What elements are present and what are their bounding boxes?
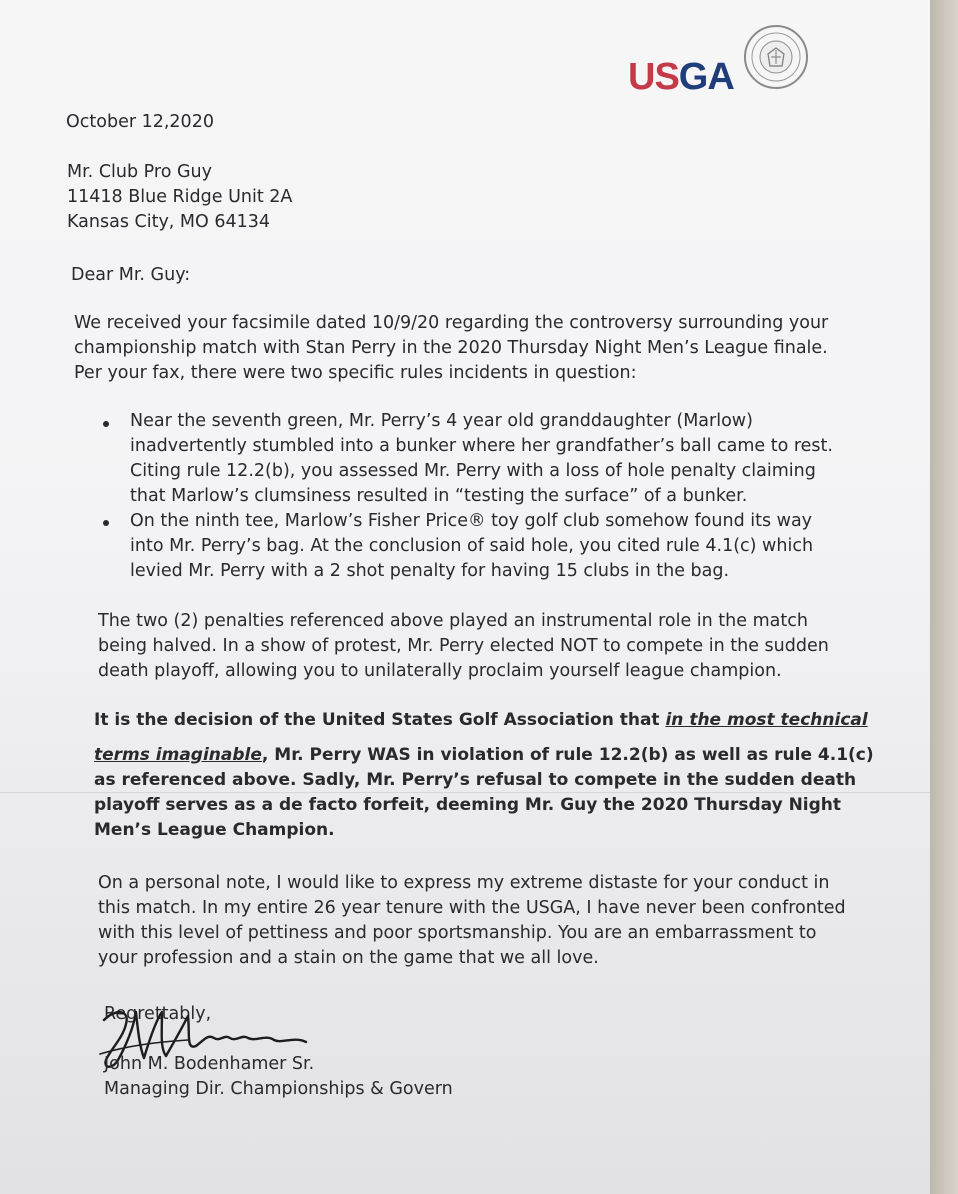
bullet-dot (103, 421, 109, 427)
recipient-street: 11418 Blue Ridge Unit 2A (67, 187, 293, 207)
decision-line: It is the decision of the United States Golf Association that in the most technical (94, 710, 868, 730)
bullet-1-line: Near the seventh green, Mr. Perry’s 4 year old granddaughter (Marlow) (130, 411, 753, 431)
background-edge (930, 0, 958, 1194)
personal-note-line: this match. In my entire 26 year tenure with the USGA, I have never been confronted (98, 898, 846, 918)
decision-line: playoff serves as a de facto forfeit, deeming Mr. Guy the 2020 Thursday Night (94, 795, 842, 815)
intro-line: championship match with Stan Perry in the 2020 Thursday Night Men’s League finale. (74, 338, 828, 358)
signer-title: Managing Dir. Championships & Govern (104, 1079, 453, 1099)
bullet-2-line: into Mr. Perry’s bag. At the conclusion of said hole, you cited rule 4.1(c) which (130, 536, 814, 556)
signer-name: John M. Bodenhamer Sr. (104, 1054, 315, 1074)
penalties-line: being halved. In a show of protest, Mr. Perry elected NOT to compete in the sudden (98, 636, 829, 656)
bullet-1-line: inadvertently stumbled into a bunker where her grandfather’s ball came to rest. (130, 436, 833, 456)
usga-wordmark: USGA (628, 56, 734, 98)
bullet-1-line: that Marlow’s clumsiness resulted in “testing the surface” of a bunker. (130, 486, 748, 506)
bullet-2-line: On the ninth tee, Marlow’s Fisher Price® toy golf club somehow found its way (130, 511, 813, 531)
decision-line: as referenced above. Sadly, Mr. Perry’s refusal to compete in the sudden death (94, 770, 857, 790)
usga-seal-icon (743, 24, 809, 90)
recipient-name: Mr. Club Pro Guy (67, 162, 212, 182)
decision-line: terms imaginable, Mr. Perry WAS in violation of rule 12.2(b) as well as rule 4.1(c) (94, 745, 874, 765)
emphasis-text: in the most technical (665, 710, 868, 730)
personal-note-line: with this level of pettiness and poor sportsmanship. You are an embarrassment to (98, 923, 817, 943)
closing: Regrettably, (104, 1004, 212, 1024)
decision-line: Men’s League Champion. (94, 820, 335, 840)
salutation: Dear Mr. Guy: (71, 265, 191, 285)
recipient-city: Kansas City, MO 64134 (67, 212, 271, 232)
bullet-2-line: levied Mr. Perry with a 2 shot penalty for having 15 clubs in the bag. (130, 561, 730, 581)
intro-line: We received your facsimile dated 10/9/20 regarding the controversy surrounding your (74, 313, 829, 333)
usga-logo (628, 50, 813, 110)
intro-line: Per your fax, there were two specific rules incidents in question: (74, 363, 637, 383)
bullet-1-line: Citing rule 12.2(b), you assessed Mr. Perry with a loss of hole penalty claiming (130, 461, 816, 481)
penalties-line: The two (2) penalties referenced above played an instrumental role in the match (98, 611, 808, 631)
personal-note-line: your profession and a stain on the game that we all love. (98, 948, 599, 968)
personal-note-line: On a personal note, I would like to express my extreme distaste for your conduct in (98, 873, 830, 893)
letter-date: October 12,2020 (66, 112, 214, 132)
emphasis-text: terms imaginable (94, 745, 262, 765)
bullet-dot (103, 520, 109, 526)
penalties-line: death playoff, allowing you to unilaterally proclaim yourself league champion. (98, 661, 782, 681)
